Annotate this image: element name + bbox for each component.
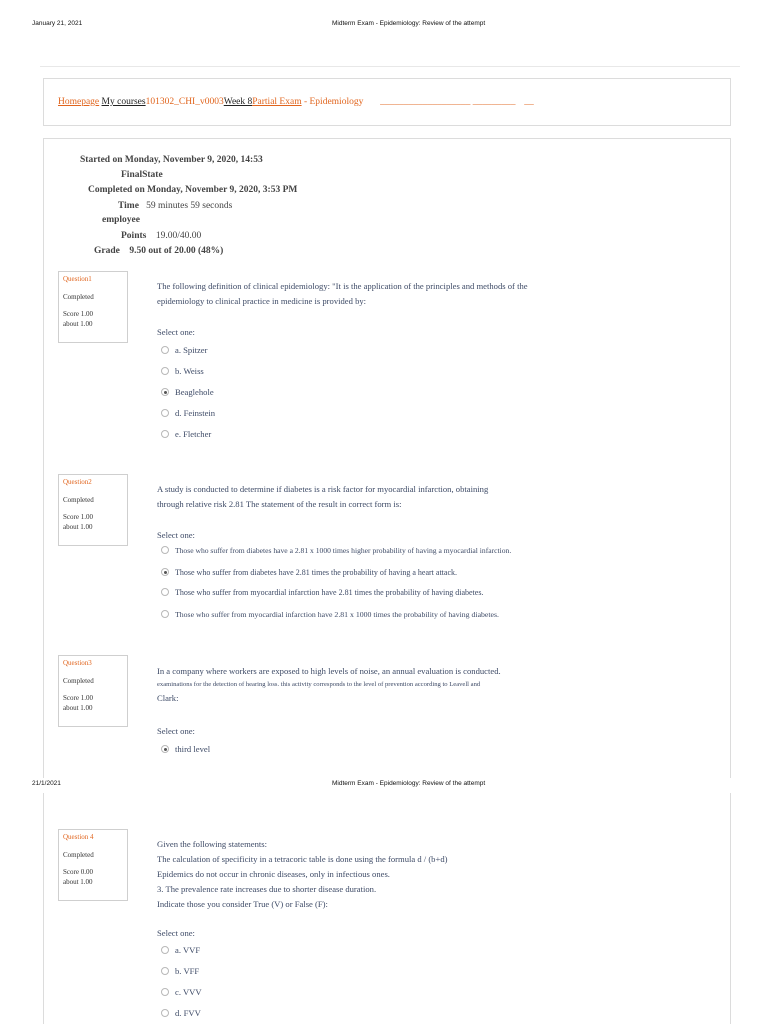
- summary-grade: Grade 9.50 out of 20.00 (48%): [94, 246, 224, 256]
- print-date: January 21, 2021: [32, 20, 83, 27]
- breadcrumb-my-courses[interactable]: My courses: [101, 97, 146, 107]
- question-text: The following definition of clinical epidemiology: "It is the application of the principles and methods of the epidemiology to clinical practice in medicine is provided by:: [157, 281, 528, 306]
- radio-button[interactable]: [161, 610, 169, 618]
- question-score: Score 1.00: [63, 513, 93, 521]
- radio-button[interactable]: [161, 409, 169, 417]
- breadcrumb-week[interactable]: Week 8: [223, 97, 253, 107]
- select-one-label: Select one:: [157, 327, 195, 337]
- answer-option[interactable]: d. Feinstein: [161, 408, 215, 420]
- question-number: Question1: [63, 275, 92, 283]
- print-header: [0, 780, 768, 794]
- question-info: [58, 474, 128, 546]
- select-one-label: Select one:: [157, 928, 195, 938]
- breadcrumb-exam[interactable]: Partial Exam: [252, 97, 302, 107]
- summary-time: Time 59 minutes 59 seconds: [118, 201, 233, 211]
- radio-button[interactable]: [161, 346, 169, 354]
- question-text: In a company where workers are exposed to high levels of noise, an annual evaluation is conducted. examinations for the detection of hearing loss. this activity corresponds to the level of prevention according to Leavell and Clark:: [157, 666, 501, 703]
- radio-button[interactable]: [161, 967, 169, 975]
- answer-option[interactable]: Beaglehole: [161, 387, 214, 399]
- answer-option[interactable]: a. Spitzer: [161, 345, 207, 357]
- question-state: Completed: [63, 851, 94, 859]
- answer-option[interactable]: b. VFF: [161, 966, 199, 978]
- answer-option[interactable]: b. Weiss: [161, 366, 204, 378]
- print-title: Midterm Exam - Epidemiology: Review of the attempt: [332, 20, 486, 27]
- question-max-score: about 1.00: [63, 704, 93, 712]
- radio-button[interactable]: [161, 546, 169, 554]
- summary-employee: employee: [102, 215, 140, 225]
- question-max-score: about 1.00: [63, 320, 93, 328]
- breadcrumb: [58, 97, 534, 107]
- breadcrumb-blank: __: [524, 97, 534, 107]
- answer-option[interactable]: Those who suffer from myocardial infarction have 2.81 x 1000 times the probability of having diabetes.: [161, 610, 499, 622]
- summary-completed: Completed on Monday, November 9, 2020, 3:53 PM: [88, 185, 298, 195]
- summary-started: Started on Monday, November 9, 2020, 14:53: [80, 155, 263, 165]
- answer-option[interactable]: Those who suffer from diabetes have 2.81 times the probability of having a heart attack.: [161, 568, 457, 580]
- question-info: [58, 829, 128, 901]
- radio-button[interactable]: [161, 588, 169, 596]
- summary-state: FinalState: [121, 170, 163, 180]
- summary-points: Points 19.00/40.00: [121, 231, 202, 241]
- radio-button[interactable]: [161, 430, 169, 438]
- answer-option[interactable]: Those who suffer from myocardial infarction have 2.81 times the probability of having diabetes.: [161, 588, 483, 600]
- question-score: Score 1.00: [63, 310, 93, 318]
- question-text: A study is conducted to determine if diabetes is a risk factor for myocardial infarction, obtaining through relative risk 2.81 The statement of the result in correct form is:: [157, 484, 489, 509]
- radio-button[interactable]: [161, 1009, 169, 1017]
- answer-option[interactable]: d. FVV: [161, 1008, 201, 1020]
- select-one-label: Select one:: [157, 530, 195, 540]
- radio-button[interactable]: [161, 946, 169, 954]
- breadcrumb-blank: ___________________: [380, 97, 471, 107]
- print-title: Midterm Exam - Epidemiology: Review of the attempt: [332, 780, 486, 787]
- question-score: Score 0.00: [63, 868, 93, 876]
- divider: [40, 66, 740, 67]
- breadcrumb-homepage[interactable]: Homepage: [58, 97, 100, 107]
- print-header: [0, 20, 768, 34]
- breadcrumb-subject: - Epidemiology: [301, 97, 364, 107]
- question-max-score: about 1.00: [63, 878, 93, 886]
- question-number: Question2: [63, 478, 92, 486]
- select-one-label: Select one:: [157, 726, 195, 736]
- answer-option[interactable]: Those who suffer from diabetes have a 2.81 x 1000 times higher probability of having a myocardial infarction.: [161, 546, 511, 558]
- radio-button[interactable]: [161, 367, 169, 375]
- radio-button-selected[interactable]: [161, 388, 169, 396]
- question-info: [58, 271, 128, 343]
- question-number: Question 4: [63, 833, 94, 841]
- question-number: Question3: [63, 659, 92, 667]
- radio-button-selected[interactable]: [161, 568, 169, 576]
- question-state: Completed: [63, 677, 94, 685]
- question-max-score: about 1.00: [63, 523, 93, 531]
- answer-option[interactable]: c. VVV: [161, 987, 202, 999]
- answer-option[interactable]: e. Fletcher: [161, 429, 211, 441]
- breadcrumb-blank: _________: [472, 97, 516, 107]
- answer-option[interactable]: third level: [161, 744, 210, 756]
- question-info: [58, 655, 128, 727]
- breadcrumb-box: [43, 78, 731, 126]
- question-text: Given the following statements: The calculation of specificity in a tetracoric table is done using the formula d / (b+d) Epidemics do not occur in chronic diseases, only in infectious ones. 3. The prevalence rate increases due to shorter disease duration. Indicate those you consider True (V) or False (F):: [157, 839, 448, 909]
- answer-option[interactable]: a. VVF: [161, 945, 200, 957]
- question-score: Score 1.00: [63, 694, 93, 702]
- breadcrumb-course[interactable]: 101302_CHI_v0003: [145, 97, 224, 107]
- radio-button[interactable]: [161, 988, 169, 996]
- question-state: Completed: [63, 293, 94, 301]
- question-state: Completed: [63, 496, 94, 504]
- print-date: 21/1/2021: [32, 780, 61, 787]
- radio-button-selected[interactable]: [161, 745, 169, 753]
